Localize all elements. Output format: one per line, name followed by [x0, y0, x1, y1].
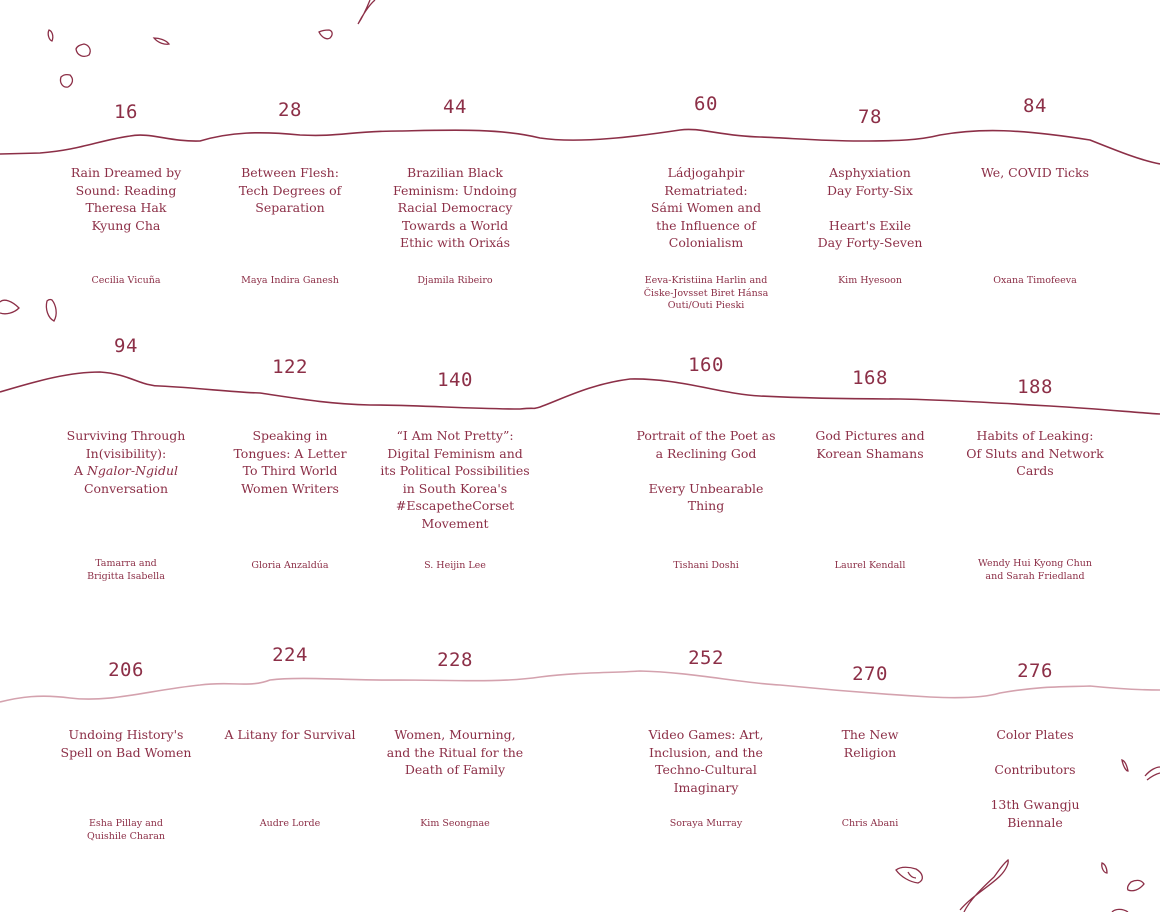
entry-title: Rain Dreamed by Sound: Reading Theresa Hak Kyung Cha [70, 165, 182, 233]
page-number: 206 [108, 659, 144, 681]
page-number: 16 [114, 101, 138, 123]
entry-title: The New Religion [841, 727, 899, 760]
entry-title: Women, Mourning, and the Ritual for the Death of Family [386, 727, 524, 778]
entry-title: Habits of Leaking: Of Sluts and Network Cards [966, 428, 1104, 479]
page-number: 84 [1023, 95, 1047, 117]
page-number: 78 [858, 106, 882, 128]
entry-title: “I Am Not Pretty”: Digital Feminism and its Political Possibilities in South Korea's #EscapetheCorset Movement [380, 428, 530, 531]
entry-title: Speaking in Tongues: A Letter To Third World Women Writers [233, 428, 347, 496]
page-number: 188 [1017, 376, 1053, 398]
toc-entry[interactable] [626, 164, 786, 252]
toc-entry[interactable] [210, 427, 370, 497]
page-number: 228 [437, 649, 473, 671]
entry-author: Cecilia Vicuña [91, 275, 161, 286]
page-number: 168 [852, 367, 888, 389]
entry-author: S. Heijin Lee [424, 560, 486, 571]
entry-title: We, COVID Ticks [980, 165, 1090, 180]
page-number: 122 [272, 356, 308, 378]
entry-author: Djamila Ribeiro [417, 275, 493, 286]
entry-author: Eeva-Kristiina Harlin and Čiske-Jovsset Biret Hánsa Outi/Outi Pieski [643, 275, 769, 311]
entry-title: Portrait of the Poet as a Reclining God Every Unbearable Thing [636, 428, 776, 514]
entry-author: Tamarra and Brigitta Isabella [87, 558, 165, 582]
wave-line-3 [0, 671, 1160, 702]
entry-author: Audre Lorde [259, 818, 321, 829]
toc-entry[interactable] [955, 427, 1115, 480]
toc-entry[interactable] [790, 427, 950, 462]
entry-title: A Litany for Survival [224, 727, 356, 742]
entry-author: Esha Pillay and Quishile Charan [86, 818, 166, 842]
toc-entry[interactable] [46, 164, 206, 234]
page-number: 94 [114, 335, 138, 357]
entry-title: Ládjogahpir Rematriated: Sámi Women and the Influence of Colonialism [650, 165, 762, 251]
entry-title: Video Games: Art, Inclusion, and the Techno-Cultural Imaginary [648, 727, 764, 795]
wave-line-2 [0, 372, 1160, 414]
entry-author: Chris Abani [841, 818, 899, 829]
entry-title: Surviving Through In(visibility): A Ngalor-Ngidul Conversation [66, 428, 186, 496]
toc-entry[interactable] [370, 427, 540, 533]
entry-title: Undoing History's Spell on Bad Women [60, 727, 192, 760]
toc-entry[interactable] [210, 164, 370, 217]
toc-entry[interactable] [790, 164, 950, 252]
toc-entry[interactable] [370, 726, 540, 779]
toc-entry[interactable] [955, 726, 1115, 832]
entry-author: Kim Hyesoon [838, 275, 902, 286]
toc-entry[interactable] [626, 427, 786, 515]
entry-title: Between Flesh: Tech Degrees of Separation [238, 165, 342, 216]
entry-title: Asphyxiation Day Forty-Six Heart's Exile Day Forty-Seven [817, 165, 923, 251]
entry-author: Gloria Anzaldúa [251, 560, 329, 571]
wave-line-1 [0, 129, 1160, 164]
page-number: 252 [688, 647, 724, 669]
page-number: 270 [852, 663, 888, 685]
entry-author: Wendy Hui Kyong Chun and Sarah Friedland [977, 558, 1093, 582]
entry-title: Color Plates Contributors 13th Gwangju Biennale [990, 727, 1080, 830]
entry-author: Soraya Murray [669, 818, 743, 829]
entry-author: Tishani Doshi [673, 560, 739, 571]
toc-entry[interactable] [790, 726, 950, 761]
page-number: 140 [437, 369, 473, 391]
entry-author: Maya Indira Ganesh [241, 275, 339, 286]
toc-entry[interactable] [626, 726, 786, 796]
toc-entry[interactable] [955, 164, 1115, 182]
page-number: 60 [694, 93, 718, 115]
entry-author: Laurel Kendall [834, 560, 906, 571]
page-number: 28 [278, 99, 302, 121]
toc-entry[interactable] [370, 164, 540, 252]
entry-title: God Pictures and Korean Shamans [815, 428, 925, 461]
toc-entry[interactable] [46, 726, 206, 761]
page-number: 224 [272, 644, 308, 666]
entry-title: Brazilian Black Feminism: Undoing Racial Democracy Towards a World Ethic with Orixás [393, 165, 517, 251]
toc-entry[interactable] [46, 427, 206, 497]
page-number: 160 [688, 354, 724, 376]
entry-author: Oxana Timofeeva [993, 275, 1077, 286]
entry-author: Kim Seongnae [420, 818, 490, 829]
page-number: 44 [443, 96, 467, 118]
page-number: 276 [1017, 660, 1053, 682]
toc-entry[interactable] [210, 726, 370, 744]
